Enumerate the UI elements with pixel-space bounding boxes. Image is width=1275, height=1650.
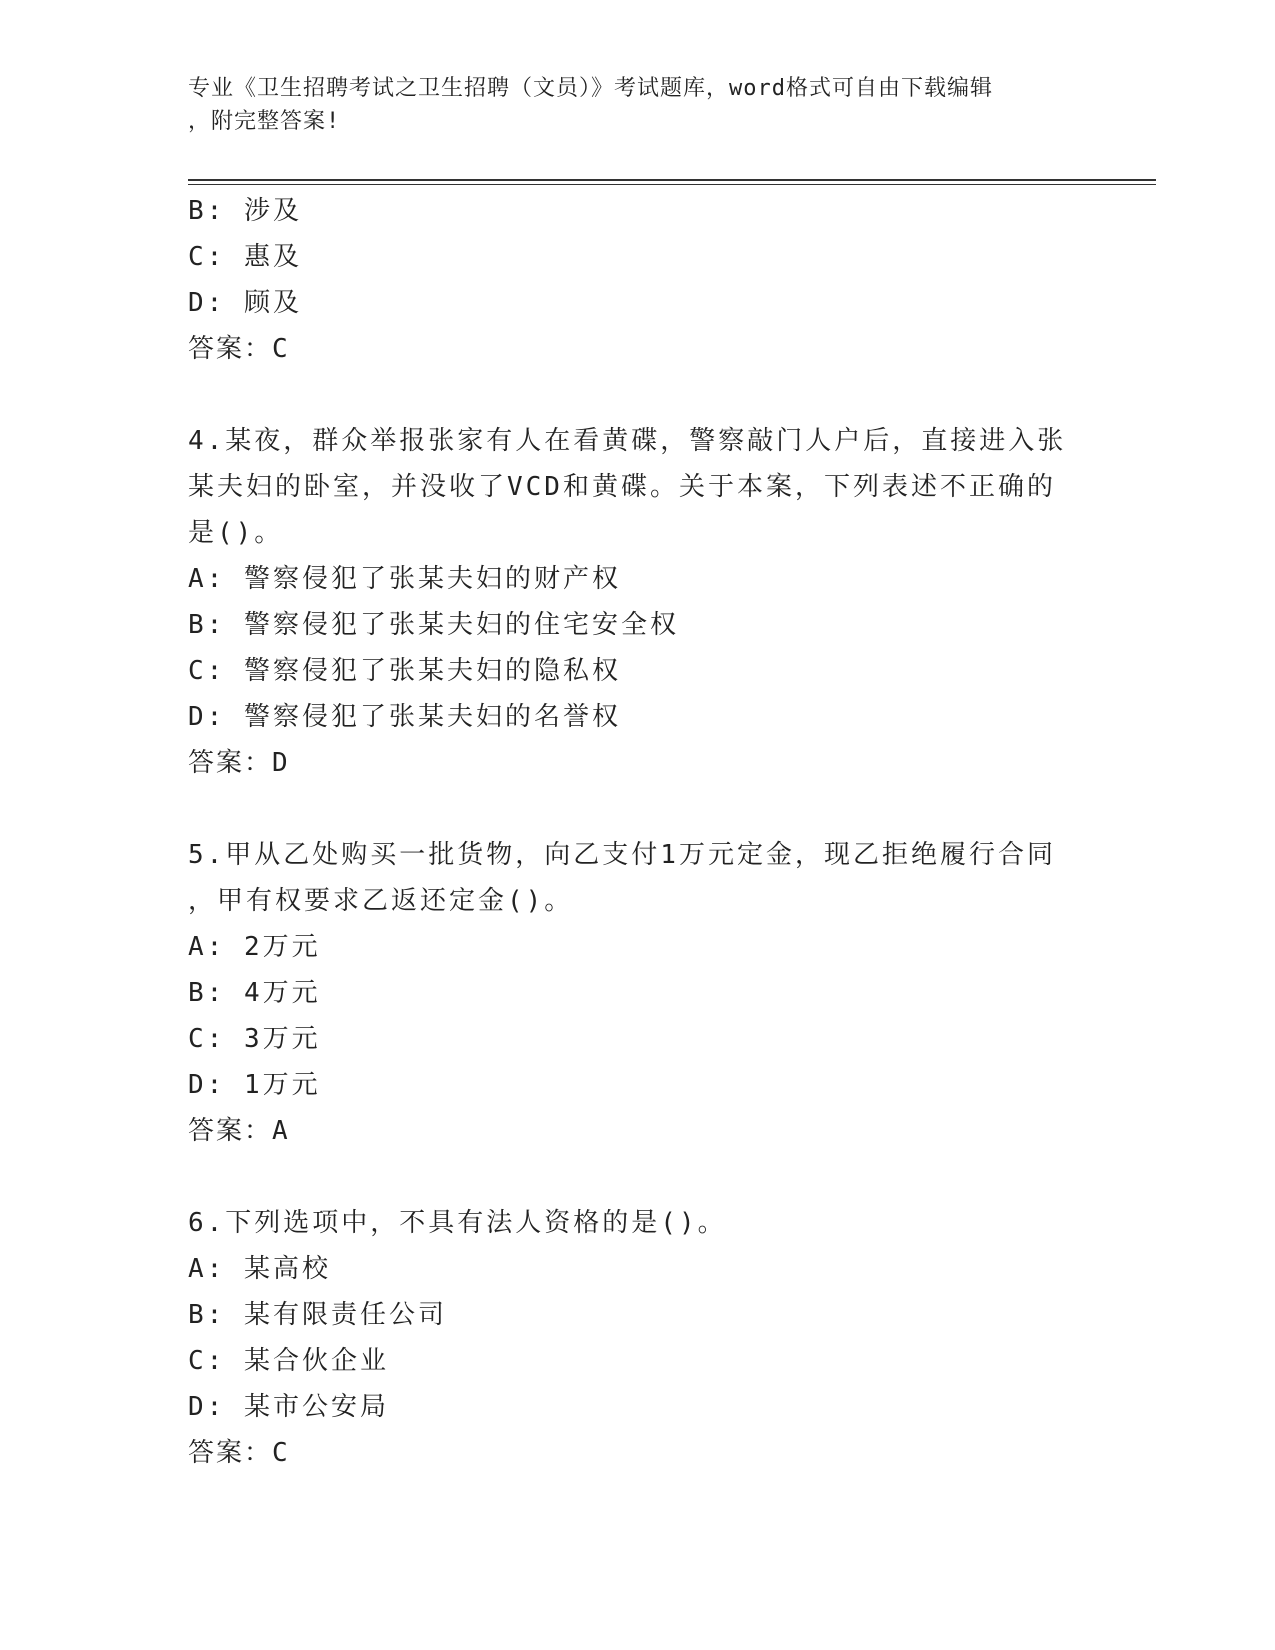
spacer [188, 372, 1088, 418]
q5-stem-line-2: ，甲有权要求乙返还定金()。 [188, 886, 574, 916]
spacer [188, 1154, 1088, 1200]
q5-option-c: C: 3万元 [188, 1024, 321, 1054]
header-rule-thin [188, 184, 1156, 185]
question-4 [188, 418, 1088, 786]
question-6 [188, 1200, 1088, 1476]
q5-answer: 答案：A [188, 1116, 290, 1146]
q6-option-a: A: 某高校 [188, 1254, 331, 1284]
q3-option-c: C: 惠及 [188, 242, 302, 272]
q5-option-d: D: 1万元 [188, 1070, 321, 1100]
q4-option-d: D: 警察侵犯了张某夫妇的名誉权 [188, 702, 621, 732]
q4-option-b: B: 警察侵犯了张某夫妇的住宅安全权 [188, 610, 679, 640]
q3-answer: 答案：C [188, 334, 290, 364]
question-5 [188, 832, 1088, 1154]
q5-option-a: A: 2万元 [188, 932, 321, 962]
q4-stem-line-1: 4.某夜，群众举报张家有人在看黄碟，警察敲门人户后，直接进入张 [188, 426, 1067, 456]
document-header [188, 72, 1088, 138]
q3-option-b: B: 涉及 [188, 196, 302, 226]
header-rule-thick [188, 179, 1156, 181]
q4-option-c: C: 警察侵犯了张某夫妇的隐私权 [188, 656, 621, 686]
question-content [188, 188, 1088, 1476]
q6-option-b: B: 某有限责任公司 [188, 1300, 447, 1330]
q4-answer: 答案：D [188, 748, 290, 778]
q6-option-d: D: 某市公安局 [188, 1392, 389, 1422]
q4-option-a: A: 警察侵犯了张某夫妇的财产权 [188, 564, 621, 594]
q4-stem-line-3: 是()。 [188, 518, 284, 548]
question-3-tail [188, 188, 1088, 372]
header-line-1: 专业《卫生招聘考试之卫生招聘（文员）》考试题库，word格式可自由下载编辑 [188, 76, 993, 101]
q5-stem-line-1: 5.甲从乙处购买一批货物，向乙支付1万元定金，现乙拒绝履行合同 [188, 840, 1056, 870]
q6-stem-line-1: 6.下列选项中，不具有法人资格的是()。 [188, 1208, 727, 1238]
q3-option-d: D: 顾及 [188, 288, 302, 318]
q4-stem-line-2: 某夫妇的卧室，并没收了VCD和黄碟。关于本案，下列表述不正确的 [188, 472, 1056, 502]
q6-answer: 答案：C [188, 1438, 290, 1468]
spacer [188, 786, 1088, 832]
header-line-2: ，附完整答案! [188, 109, 341, 134]
q6-option-c: C: 某合伙企业 [188, 1346, 389, 1376]
q5-option-b: B: 4万元 [188, 978, 321, 1008]
